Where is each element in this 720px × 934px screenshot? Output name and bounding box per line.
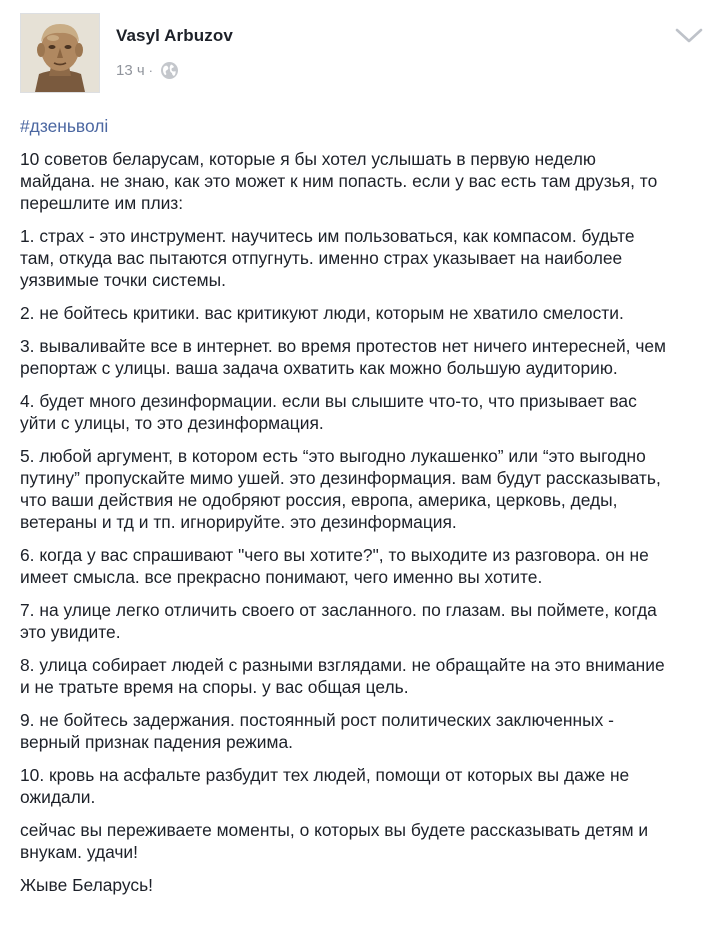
post-meta — [116, 60, 179, 80]
post-paragraph: 1. страх - это инструмент. научитесь им пользоваться, как компасом. будьте там, откуда вас пытаются отпугнуть. именно страх указывает на наиболее уязвимые точки системы. — [20, 226, 635, 290]
post-paragraph: 6. когда у вас спрашивают "чего вы хотите?", то выходите из разговора. он не имеет смысла. все прекрасно понимают, чего именно вы хотите. — [20, 545, 649, 587]
meta-separator: · — [148, 62, 154, 78]
post-paragraph: 10. кровь на асфальте разбудит тех людей, помощи от которых вы даже не ожидали. — [20, 765, 630, 807]
chevron-down-icon[interactable] — [673, 24, 705, 46]
post-paragraph: сейчас вы переживаете моменты, о которых вы будете рассказывать детям и внукам. удачи! — [20, 820, 649, 862]
post-paragraph: 8. улица собирает людей с разными взглядами. не обращайте на это внимание и не тратьте время на споры. у вас общая цель. — [20, 655, 665, 697]
post-header — [0, 0, 720, 100]
post-body — [20, 115, 705, 907]
post-paragraph: 3. вываливайте все в интернет. во время протестов нет ничего интересней, чем репортаж с улицы. ваша задача охватить как можно большую аудиторию. — [20, 336, 667, 378]
post-paragraph: 9. не бойтесь задержания. постоянный рост политических заключенных - верный признак падения режима. — [20, 710, 614, 752]
post-paragraph: 4. будет много дезинформации. если вы слышите что-то, что призывает вас уйти с улицы, то это дезинформация. — [20, 391, 637, 433]
post-paragraph: Жыве Беларусь! — [20, 875, 153, 895]
post-paragraph: 7. на улице легко отличить своего от засланного. по глазам. вы поймете, когда это увидите. — [20, 600, 657, 642]
post-paragraph: 10 советов беларусам, которые я бы хотел услышать в первую неделю майдана. не знаю, как это может к ним попасть. если у вас есть там друзья, то перешлите им плиз: — [20, 149, 658, 213]
avatar-image — [21, 14, 99, 92]
author-name[interactable]: Vasyl Arbuzov — [116, 26, 233, 45]
post-paragraph: 2. не бойтесь критики. вас критикуют люди, которым не хватило смелости. — [20, 303, 624, 323]
timestamp[interactable]: 13 ч — [116, 61, 145, 79]
globe-icon[interactable] — [160, 61, 179, 80]
avatar[interactable] — [20, 13, 100, 93]
post-paragraph: 5. любой аргумент, в котором есть “это выгодно лукашенко” или “это выгодно путину” пропускайте мимо ушей. это дезинформация. вам будут рассказывать, что ваши действия не одобряют россия, европа, америка, церковь, деды, ветераны и тд и тп. игнорируйте. это дезинформация. — [20, 446, 661, 532]
hashtag-link[interactable]: #дзеньволі — [20, 116, 109, 136]
